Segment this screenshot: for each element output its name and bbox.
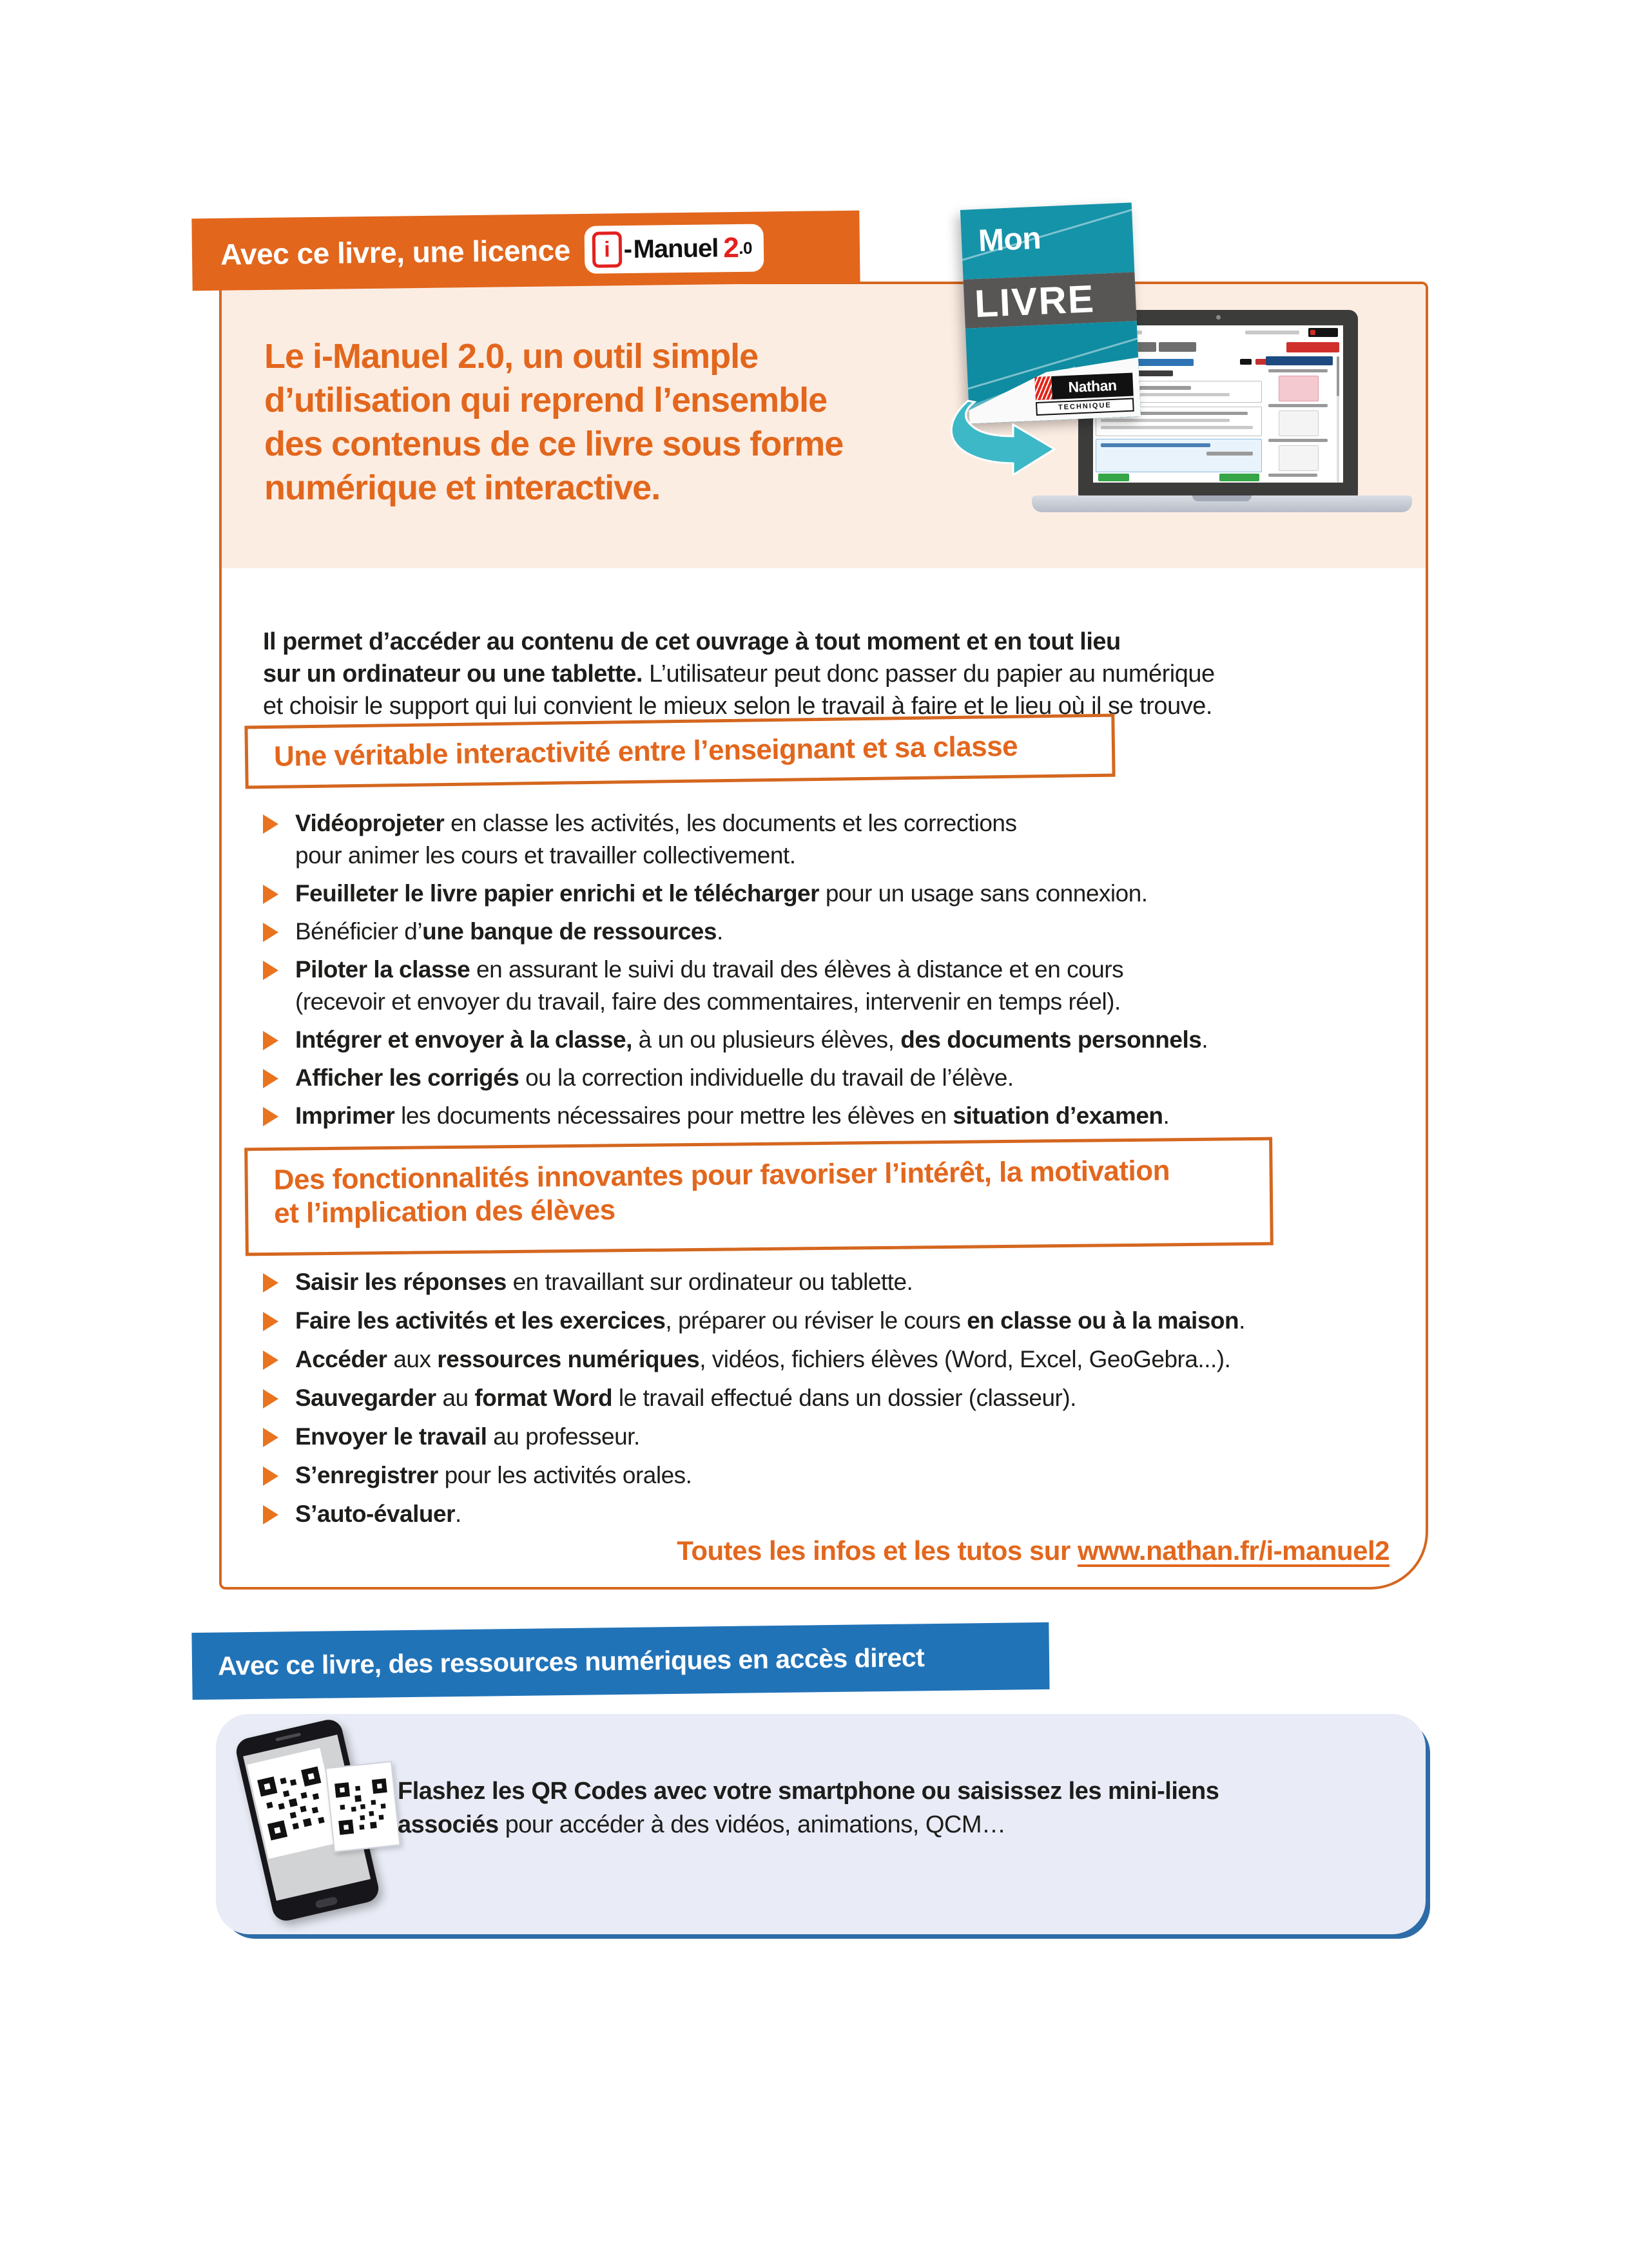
- imanuel-logo-name: Manuel: [633, 233, 719, 264]
- feature-list-eleves: [263, 1266, 1400, 1537]
- book-cover-mon: Mon: [977, 221, 1042, 258]
- bullet-arrow-icon: [263, 1389, 278, 1408]
- phone-earpiece-icon: [275, 1733, 301, 1742]
- feature-item: [263, 1024, 1400, 1056]
- feature-text: Intégrer et envoyer à la classe, à un ou plusieurs élèves, des documents personnels.: [295, 1026, 1208, 1053]
- feature-text: Accéder aux ressources numériques, vidéos, fichiers élèves (Word, Excel, GeoGebra...).: [295, 1346, 1231, 1372]
- feature-item: [263, 954, 1400, 1018]
- feature-item: [263, 807, 1400, 872]
- screenshot-sidebar-text: [1268, 439, 1328, 442]
- screenshot-green-button: [1098, 474, 1129, 481]
- info-link-line: [677, 1535, 1390, 1566]
- feature-text: S’auto-évaluer.: [295, 1501, 461, 1527]
- bullet-arrow-icon: [263, 1466, 278, 1486]
- feature-item: [263, 916, 1400, 948]
- book-cover-top: [960, 202, 1134, 279]
- bullet-arrow-icon: [263, 1350, 278, 1370]
- qr-resources-panel: [216, 1714, 1426, 1934]
- feature-text: Envoyer le travail au professeur.: [295, 1423, 640, 1450]
- bullet-arrow-icon: [263, 1505, 278, 1524]
- bullet-arrow-icon: [263, 1273, 278, 1293]
- section-title-text: Une véritable interactivité entre l’enseignant et sa classe: [273, 730, 1018, 773]
- bullet-arrow-icon: [263, 923, 278, 942]
- screenshot-nathan-badge-red: [1310, 330, 1315, 335]
- book-to-laptop-arrow-icon: [946, 399, 1084, 476]
- screenshot-thumbnail: [1279, 410, 1319, 436]
- nathan-logo-red-icon: [1034, 376, 1052, 400]
- imanuel-logo-version: 2: [723, 231, 739, 264]
- screenshot-sidebar-header: [1266, 356, 1333, 365]
- top-banner-label: Avec ce livre, une licence: [220, 233, 571, 271]
- book-cover: [960, 202, 1141, 423]
- screenshot-thumbnail-pink: [1279, 376, 1319, 401]
- screenshot-sidebar-text: [1268, 474, 1317, 477]
- section-title-fonctionnalites: [244, 1137, 1274, 1256]
- feature-text: Sauvegarder au format Word le travail effectué dans un dossier (classeur).: [295, 1385, 1076, 1411]
- nathan-logo-name: Nathan: [1051, 373, 1133, 399]
- feature-item: [263, 1100, 1400, 1132]
- nathan-imanuel-link[interactable]: www.nathan.fr/i-manuel2: [1077, 1535, 1390, 1566]
- screenshot-thumbnail: [1279, 445, 1319, 471]
- feature-item: [263, 1305, 1400, 1337]
- imanuel-logo: [584, 224, 764, 273]
- screenshot-userinfo-bar: [1245, 331, 1299, 334]
- bullet-arrow-icon: [263, 885, 278, 904]
- book-cover-title-band: [964, 272, 1137, 329]
- feature-item: [263, 1498, 1400, 1530]
- bullet-arrow-icon: [263, 1312, 278, 1331]
- screenshot-question-bar: [1101, 443, 1210, 447]
- intro-paragraph: Il permet d’accéder au contenu de cet ouvrage à tout moment et en tout lieu sur un ordinateur ou une tablette. L’utilisateur peut donc passer du papier au numérique et choisir le support qui lui convient le mieux selon le travail à faire et le lieu où il se trouve.: [263, 628, 1215, 720]
- book-cover-title: LIVRE: [973, 276, 1096, 325]
- feature-text: S’enregistrer pour les activités orales.: [295, 1462, 692, 1488]
- top-banner: [191, 211, 860, 291]
- feature-item: [263, 878, 1400, 910]
- imanuel-logo-i-icon: i: [592, 231, 622, 268]
- bullet-arrow-icon: [263, 961, 278, 980]
- feature-item: [263, 1459, 1400, 1492]
- feature-item: [263, 1266, 1400, 1298]
- qr-code-card-icon: [325, 1761, 400, 1852]
- laptop-camera-icon: [1216, 315, 1221, 320]
- screenshot-editor-toolbar: [1206, 452, 1253, 456]
- nathan-logo-technique: TECHNIQUE: [1036, 398, 1134, 416]
- section-title-text: Des fonctionnalités innovantes pour favoriser l’intérêt, la motivation et l’implication des élèves: [273, 1155, 1170, 1229]
- screenshot-text-bar: [1101, 419, 1230, 422]
- screenshot-green-button: [1219, 474, 1259, 481]
- screenshot-red-button: [1286, 342, 1339, 352]
- screenshot-scrollbar-thumb: [1337, 356, 1339, 396]
- feature-text: Afficher les corrigés ou la correction individuelle du travail de l’élève.: [295, 1064, 1014, 1091]
- feature-item: [263, 1421, 1400, 1453]
- feature-text: Imprimer les documents nécessaires pour mettre les élèves en situation d’examen.: [295, 1102, 1170, 1129]
- screenshot-tab: [1159, 342, 1196, 352]
- feature-text: Vidéoprojeter en classe les activités, les documents et les corrections pour animer les cours et travailler collectivement.: [295, 810, 1017, 869]
- feature-item: [263, 1062, 1400, 1094]
- bullet-arrow-icon: [263, 1031, 278, 1050]
- screenshot-text-bar: [1101, 426, 1253, 429]
- feature-text: Piloter la classe en assurant le suivi du travail des élèves à distance et en cours (recevoir et envoyer du travail, faire des commentaires, intervenir en temps réel).: [295, 956, 1124, 1015]
- feature-item: [263, 1343, 1400, 1376]
- bottom-banner: [191, 1622, 1049, 1700]
- phone-home-button-icon: [315, 1896, 338, 1908]
- bullet-arrow-icon: [263, 1428, 278, 1447]
- screenshot-dys-toggle: [1240, 359, 1252, 365]
- section-title-interactivite: [244, 714, 1115, 789]
- feature-text: Saisir les réponses en travaillant sur ordinateur ou tablette.: [295, 1269, 913, 1295]
- bottom-banner-label: Avec ce livre, des ressources numériques en accès direct: [217, 1642, 925, 1681]
- screenshot-sidebar-text: [1268, 369, 1328, 372]
- qr-instructions: Flashez les QR Codes avec votre smartphone ou saisissez les mini-liens associés pour accéder à des vidéos, animations, QCM…: [398, 1778, 1219, 1838]
- info-link-prefix: Toutes les infos et les tutos sur: [677, 1535, 1078, 1566]
- laptop-base: [1032, 495, 1412, 512]
- screenshot-sidebar-text: [1268, 404, 1328, 407]
- feature-list-enseignant: [263, 807, 1400, 1138]
- feature-text: Bénéficier d’une banque de ressources.: [295, 918, 723, 945]
- feature-item: [263, 1382, 1400, 1414]
- feature-text: Feuilleter le livre papier enrichi et le télécharger pour un usage sans connexion.: [295, 880, 1148, 907]
- laptop-base-notch: [1192, 495, 1252, 501]
- bullet-arrow-icon: [263, 1107, 278, 1126]
- bullet-arrow-icon: [263, 1069, 278, 1088]
- imanuel-logo-version-minor: .0: [739, 238, 753, 258]
- imanuel-logo-dash: -: [623, 235, 632, 264]
- feature-text: Faire les activités et les exercices, préparer ou réviser le cours en classe ou à la maison.: [295, 1307, 1245, 1334]
- bullet-arrow-icon: [263, 814, 278, 834]
- intro-heading: Le i-Manuel 2.0, un outil simple d’utilisation qui reprend l’ensemble des contenus de ce livre sous forme numérique et interactive.: [264, 337, 844, 507]
